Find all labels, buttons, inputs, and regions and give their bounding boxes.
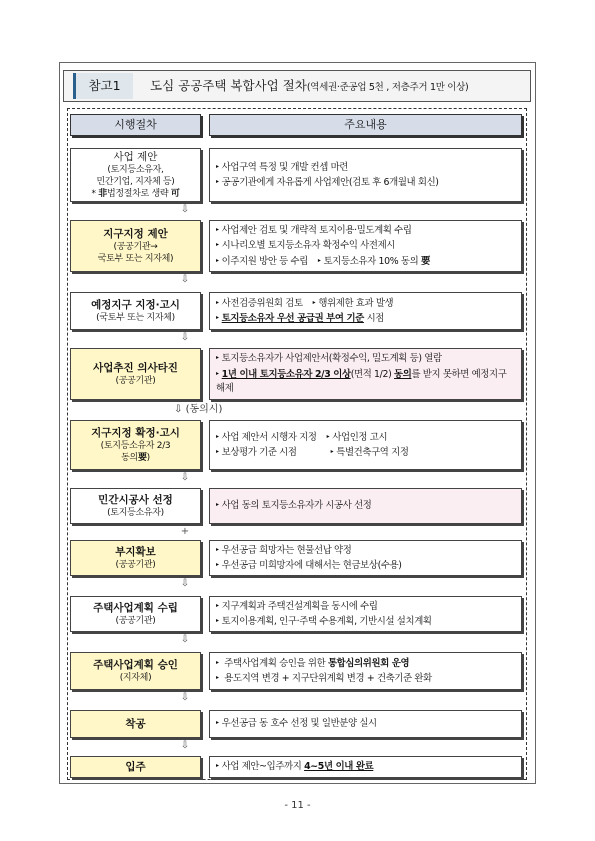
step-title: 지구지정 확정·고시: [91, 427, 180, 439]
step-title: 사업추진 의사타진: [93, 362, 178, 374]
flow-arrow-icon: ⇩: [180, 692, 190, 703]
content-planned-district-notice: [209, 292, 522, 330]
flow-arrow-icon: ⇩: [180, 472, 190, 483]
step-sub: (공공기관): [115, 376, 156, 386]
flow-arrow-icon: ⇩: [180, 204, 190, 215]
step-sub: (공공기관→: [113, 242, 158, 252]
step-sub: (공공기관): [115, 616, 156, 626]
content-line: ▸ 사업 제안서 시행자 지정 ▸ 사업인정 고시: [216, 431, 388, 443]
column-header-contents: 주요내용: [209, 114, 522, 136]
step-title: 입주: [125, 761, 146, 773]
content-line: ▸ 사업 동의 토지등소유자가 시공사 선정: [216, 500, 372, 512]
content-line: ▸ 1년 이내 토지등소유자 2/3 이상(면적 1/2) 동의를 받지 못하면 예정지구 해제: [216, 368, 507, 395]
content-line: ▸ 토지이용계획, 인구·주택 수용계획, 기반시설 설치계획: [216, 616, 432, 627]
content-line: ▸ 토지등소유자 우선 공급권 부여 기준 시점: [216, 313, 384, 324]
content-contractor-selection: [209, 488, 522, 524]
step-title: 사업 제안: [113, 151, 158, 163]
step-title: 착공: [125, 718, 146, 730]
step-contractor-selection: [70, 488, 201, 524]
flow-arrow-icon: ⇩: [180, 332, 190, 343]
step-title: 민간시공사 선정: [98, 494, 173, 506]
step-site-acquisition: [70, 540, 201, 576]
step-housing-plan-approval: [70, 652, 201, 690]
content-line: ▸ 사업구역 특정 및 개발 컨셉 마련: [216, 161, 349, 173]
content-line: ▸ 우선공급 미희망자에 대해서는 현금보상(수용): [216, 560, 402, 571]
content-line: ▸ 사전검증위원회 검토 ▸ 행위제한 효과 발생: [216, 297, 394, 309]
step-intention-survey: [70, 348, 201, 400]
title-main: 도심 공공주택 복합사업 절차: [150, 78, 307, 93]
content-line: ▸ 우선공급 동 호수 선정 및 일반분양 실시: [216, 718, 377, 730]
page-title: [150, 73, 468, 99]
content-construction-start: [209, 710, 522, 738]
content-district-designation-proposal: [209, 220, 522, 272]
step-title: 예정지구 지정·고시: [91, 299, 180, 311]
content-line: ▸ 시나리오별 토지등소유자 확정수익 사전제시: [216, 240, 395, 252]
step-sub: (지자체): [119, 673, 152, 683]
content-line: ▸ 우선공급 희망자는 현물선납 약정: [216, 544, 352, 556]
step-sub: (공공기관): [115, 560, 156, 570]
step-move-in: [70, 756, 201, 778]
content-site-acquisition: [209, 540, 522, 576]
step-sub: 국토부 또는 지자체): [97, 254, 174, 264]
step-sub: (토지등소유자): [107, 508, 164, 518]
step-title: 지구지정 제안: [103, 228, 168, 240]
step-planned-district-notice: [70, 292, 201, 330]
content-district-confirmation: [209, 420, 522, 470]
step-business-proposal: [70, 148, 201, 202]
step-district-designation-proposal: [70, 220, 201, 272]
content-line: ▸ 용도지역 변경 + 지구단위계획 변경 + 건축기준 완화: [216, 673, 432, 684]
step-construction-start: [70, 710, 201, 738]
content-housing-plan-approval: [209, 652, 522, 690]
content-line: ▸ 사업 제안~입주까지 4~5년 이내 완료: [216, 761, 374, 773]
step-housing-plan-establishment: [70, 596, 201, 632]
content-line: ▸ 공공기관에게 자유롭게 사업제안(검토 후 6개월내 회신): [216, 177, 439, 188]
content-line: ▸ 토지등소유자가 사업제안서(확정수익, 밀도계획 등) 열람: [216, 353, 442, 365]
arrow-note: (동의시): [185, 404, 223, 415]
title-note: (역세권·준공업 5천 , 저층주거 1만 이상): [306, 82, 469, 93]
step-sub: (토지등소유자,: [107, 165, 164, 175]
step-title: 주택사업계획 수립: [93, 602, 178, 614]
step-sub: 동의要): [121, 453, 150, 463]
step-sub: (국토부 또는 지자체): [96, 313, 175, 323]
step-title: 부지확보: [115, 546, 156, 558]
step-note: * 非법정절차로 생략 可: [91, 189, 180, 199]
step-title: 주택사업계획 승인: [93, 659, 178, 671]
flow-arrow-with-consent: [174, 404, 222, 416]
content-move-in: [209, 756, 522, 778]
flow-arrow-icon: ⇩: [180, 740, 190, 751]
flow-arrow-icon: ⇩: [180, 274, 190, 285]
plus-sign: +: [180, 526, 190, 537]
content-line: ▸ 지구계획과 주택건설계획을 동시에 수립: [216, 600, 378, 612]
content-intention-survey: [209, 348, 522, 400]
flow-arrow-icon: ⇩: [180, 578, 190, 589]
step-sub: (토지등소유자 2/3: [100, 441, 171, 451]
page-number: - 11 -: [284, 800, 311, 811]
content-line: ▸ 주택사업계획 승인을 위한 통합심의위원회 운영: [216, 657, 410, 669]
content-line: ▸ 보상평가 기준 시점 ▸ 특별건축구역 지정: [216, 447, 409, 458]
reference-tag: 참고1: [73, 73, 133, 99]
flow-arrow-icon: ⇩: [180, 634, 190, 645]
content-line: ▸ 사업제안 검토 및 개략적 토지이용·밀도계획 수립: [216, 224, 412, 236]
step-district-confirmation: [70, 420, 201, 470]
content-housing-plan-establishment: [209, 596, 522, 632]
flow-arrow-icon: ⇩: [174, 404, 183, 415]
content-business-proposal: [209, 148, 522, 202]
column-header-procedure: 시행절차: [70, 114, 201, 136]
step-sub: 민간기업, 지자체 등): [96, 177, 175, 187]
content-line: ▸ 이주지원 방안 등 수립 ▸ 토지등소유자 10% 동의 要: [216, 255, 430, 267]
